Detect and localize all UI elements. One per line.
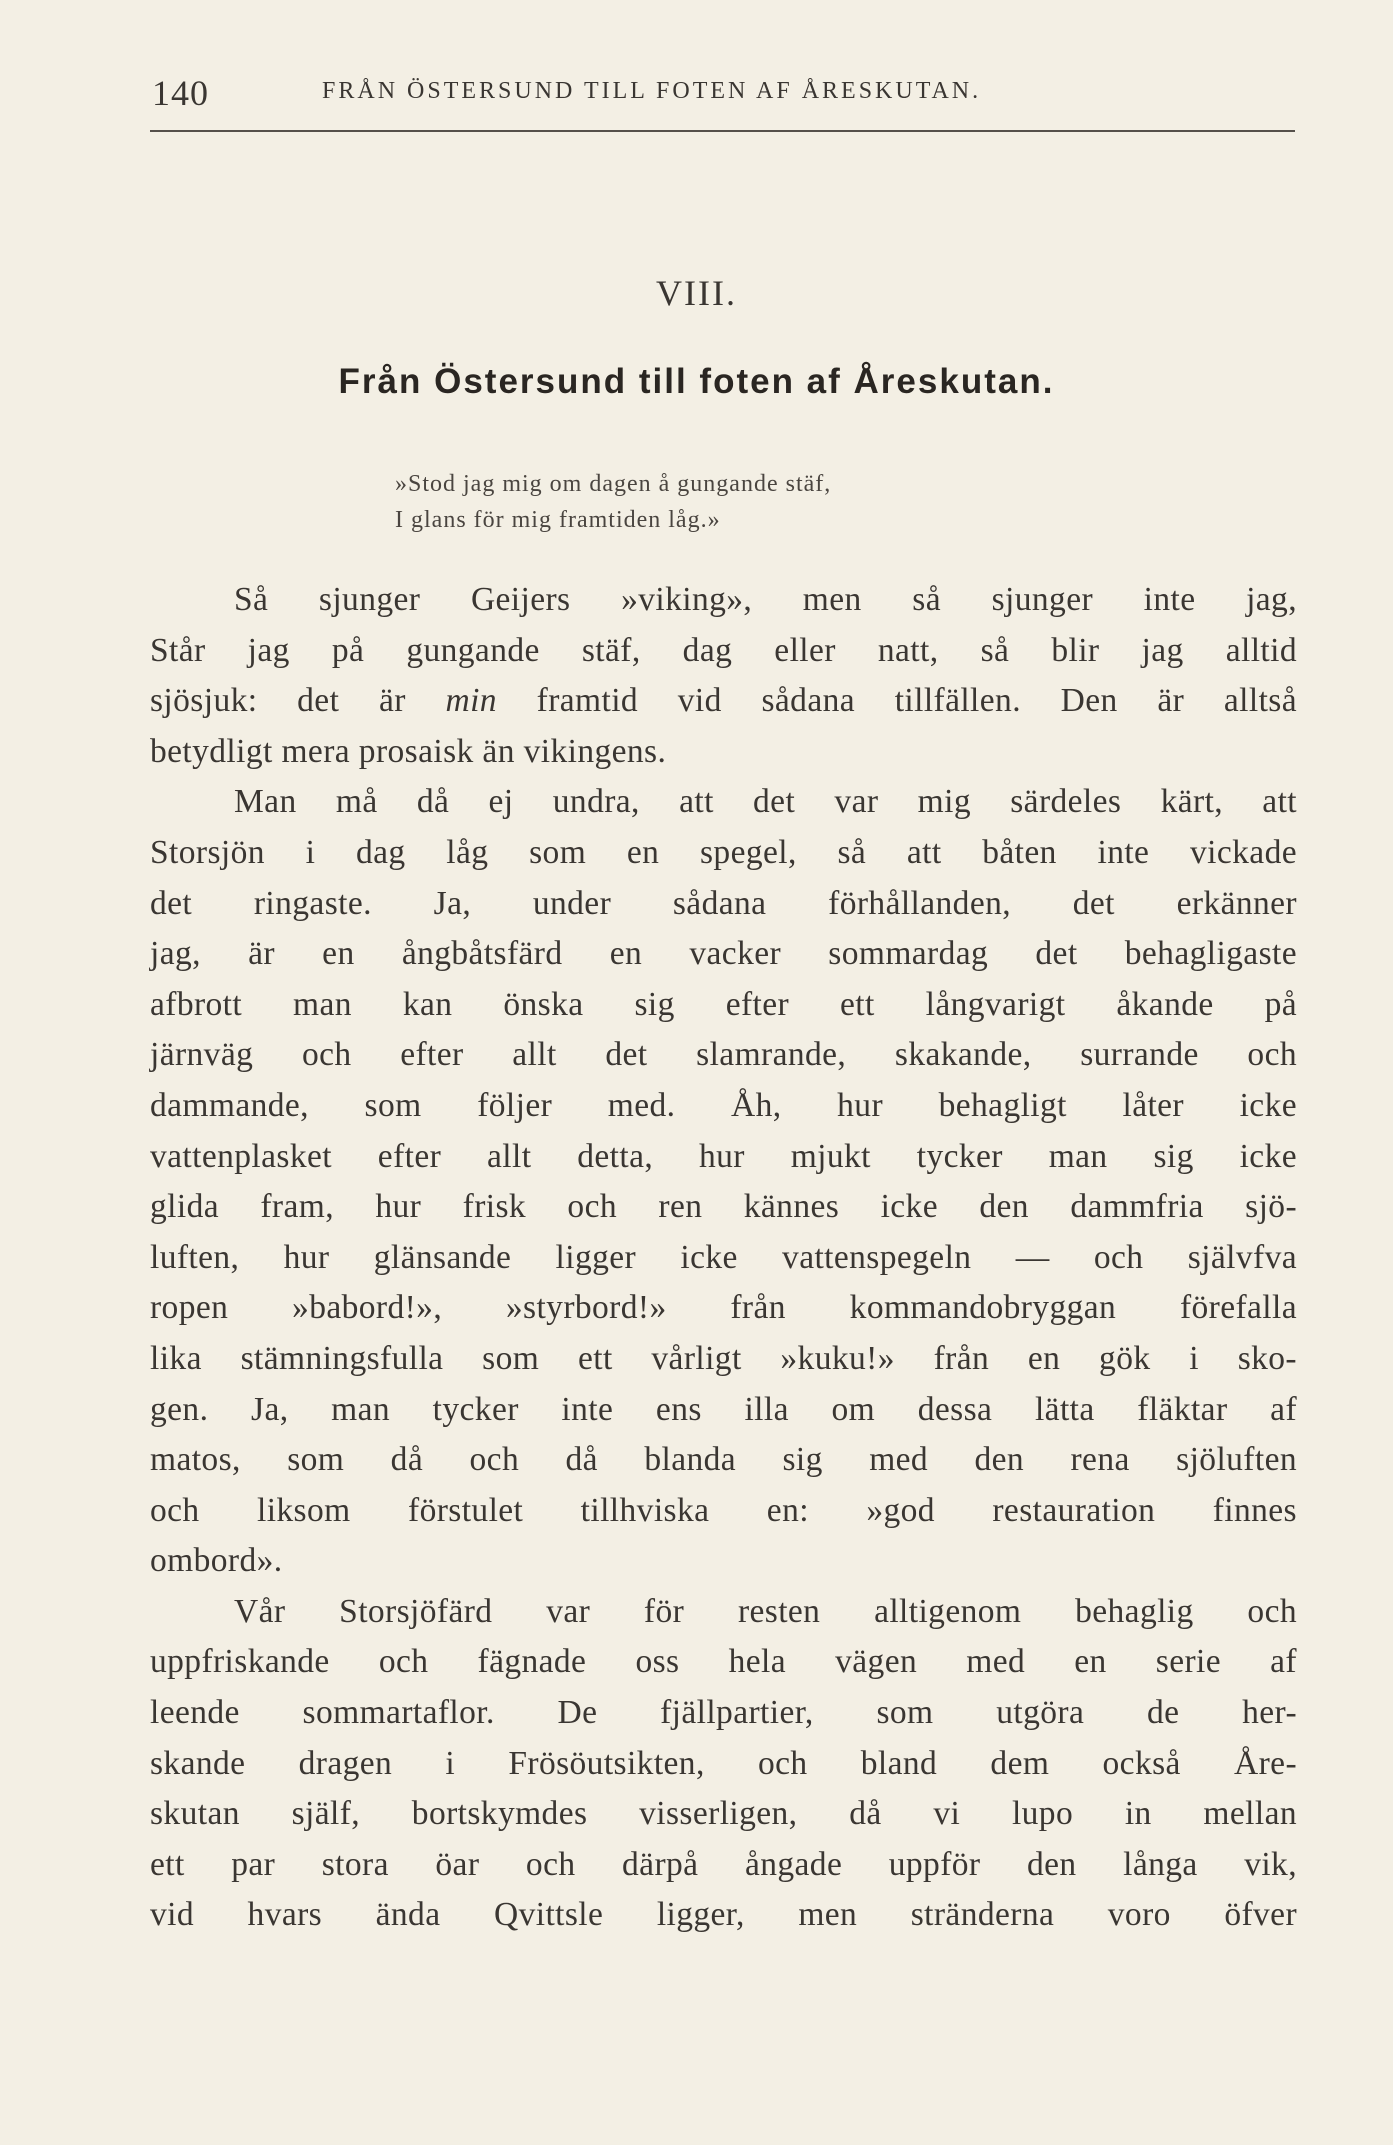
body-line: det ringaste. Ja, under sådana förhållanden, det erkänner <box>150 884 1297 922</box>
body-line: Vår Storsjöfärd var för resten alltigenom behaglig och <box>234 1592 1297 1630</box>
body-line: järnväg och efter allt det slamrande, skakande, surrande och <box>150 1036 1297 1074</box>
body-line: ropen »babord!», »styrbord!» från kommandobryggan förefalla <box>150 1289 1297 1327</box>
body-text <box>150 575 1297 1941</box>
body-line: skande dragen i Frösöutsikten, och bland dem också Åre- <box>150 1744 1297 1782</box>
epigraph <box>395 466 831 538</box>
body-line: ombord». <box>150 1542 283 1580</box>
body-line: Man må då ej undra, att det var mig särdeles kärt, att <box>234 783 1297 821</box>
body-line: vid hvars ända Qvittsle ligger, men stränderna voro öfver <box>150 1896 1297 1934</box>
body-line: uppfriskande och fägnade oss hela vägen med en serie af <box>150 1643 1297 1681</box>
body-line: Står jag på gungande stäf, dag eller natt, så blir jag alltid <box>150 631 1297 669</box>
body-line: afbrott man kan önska sig efter ett långvarigt åkande på <box>150 985 1297 1023</box>
body-line-segment: framtid vid sådana tillfällen. Den är alltså <box>496 682 1297 720</box>
body-line: luften, hur glänsande ligger icke vattenspegeln — och självfva <box>150 1238 1297 1276</box>
page-number: 140 <box>152 73 209 113</box>
body-line: betydligt mera prosaisk än vikingens. <box>150 732 667 770</box>
body-line: Storsjön i dag låg som en spegel, så att båten inte vickade <box>150 833 1297 871</box>
body-line: och liksom förstulet tillhviska en: »god restauration finnes <box>150 1491 1297 1529</box>
body-line: lika stämningsfulla som ett vårligt »kuku!» från en gök i sko- <box>150 1339 1297 1377</box>
running-head <box>152 72 1292 112</box>
epigraph-line: »Stod jag mig om dagen å gungande stäf, <box>395 471 832 497</box>
body-line: leende sommartaflor. De fjällpartier, som utgöra de her- <box>150 1694 1297 1732</box>
body-line: Så sjunger Geijers »viking», men så sjunger inte jag, <box>234 581 1297 618</box>
body-line: dammande, som följer med. Åh, hur behagligt låter icke <box>150 1086 1297 1124</box>
chapter-title: Från Östersund till foten af Åreskutan. <box>338 362 1055 401</box>
body-line-segment: sjösjuk: det är <box>150 682 446 720</box>
running-head-title: FRÅN ÖSTERSUND TILL FOTEN AF ÅRESKUTAN. <box>322 78 982 104</box>
emphasis: min <box>445 682 497 720</box>
body-line: vattenplasket efter allt detta, hur mjukt tycker man sig icke <box>150 1137 1297 1175</box>
epigraph-line: I glans för mig framtiden låg.» <box>395 507 721 533</box>
body-line: ett par stora öar och därpå ångade uppför den långa vik, <box>150 1845 1297 1883</box>
body-line: glida fram, hur frisk och ren kännes icke den dammfria sjö- <box>150 1188 1297 1226</box>
body-line: skutan själf, bortskymdes visserligen, då vi lupo in mellan <box>150 1795 1297 1833</box>
body-line <box>150 676 1297 727</box>
chapter-number: VIII. <box>656 273 737 313</box>
body-line: matos, som då och då blanda sig med den rena sjöluften <box>150 1441 1297 1479</box>
header-rule <box>150 130 1295 132</box>
body-line: jag, är en ångbåtsfärd en vacker sommardag det behagligaste <box>150 935 1297 973</box>
body-line: gen. Ja, man tycker inte ens illa om dessa lätta fläktar af <box>150 1390 1297 1428</box>
